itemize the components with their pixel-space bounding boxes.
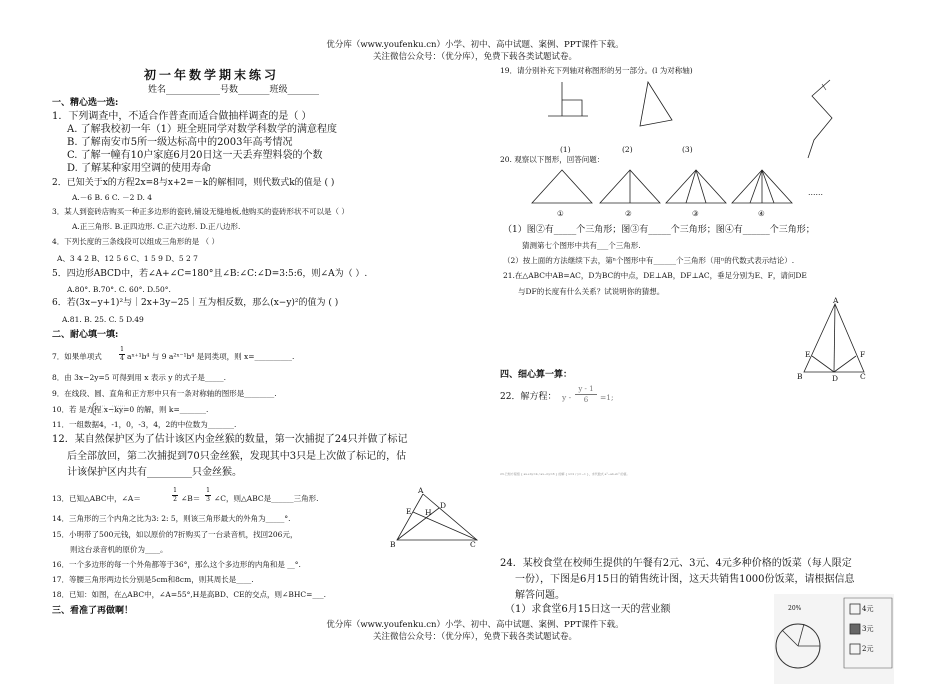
q15-line-2: 则这台录音机的原价为____。 bbox=[70, 545, 168, 554]
q10-stem: 10．若 是方程 x−ky=0 的解，则 k=_______. bbox=[52, 405, 209, 414]
q15-line-1: 15．小明带了500元钱，如以原价的7折购买了一台录音机，找回206元， bbox=[52, 530, 298, 539]
q19-figure-1 bbox=[548, 82, 588, 122]
student-info-line: 姓名____________号数_______班级_______ bbox=[148, 85, 320, 95]
q24-chart-label-2: 2元 bbox=[862, 645, 874, 653]
q13-fraction-1-num: 1 bbox=[173, 487, 177, 494]
q20-label-2: ② bbox=[625, 209, 632, 218]
q22-part-b: =1; bbox=[600, 393, 614, 402]
q18-label-d: D bbox=[440, 501, 447, 510]
header-line-1: 优分库（www.youfenku.cn）小学、初中、高中试题、案例、PPT课件下载。 bbox=[326, 40, 624, 50]
q20-figures bbox=[530, 165, 790, 207]
q13-part-b: ∠B＝ bbox=[181, 494, 201, 503]
q24-line-3: 解答问题。 bbox=[515, 590, 565, 601]
q11-stem: 11．一组数据4，-1，0，-3，4，2的中位数为_______. bbox=[52, 420, 237, 429]
q20-ellipsis: …… bbox=[808, 188, 823, 197]
q18-label-b: B bbox=[390, 540, 396, 549]
q9-stem: 9．在线段、圆、直角和正方形中只有一条对称轴的图形是________. bbox=[52, 389, 277, 398]
q3-stem: 3．某人到瓷砖店购买一种正多边形的瓷砖,铺设无缝地板,他购买的瓷砖形状不可以是（ ） bbox=[52, 207, 349, 216]
q24-chart-percent: 20% bbox=[788, 605, 802, 612]
q21-line-2: 与DF的长度有什么关系？试说明你的猜想。 bbox=[518, 287, 665, 296]
q1-option-d: D. 了解某种家用空调的使用寿命 bbox=[67, 163, 212, 174]
q12-line-1: 12．某自然保护区为了估计该区内金丝猴的数量，第一次捕捉了24只并做了标记 bbox=[52, 434, 408, 445]
section-2-heading: 二、耐心填一填: bbox=[52, 330, 119, 340]
q6-options: A.81. B. 25. C. 5 D.49 bbox=[62, 315, 144, 324]
q18-label-e: E bbox=[406, 507, 412, 516]
q24-line-1: 24．某校食堂在校师生提供的午餐有2元、3元、4元多种价格的饭菜（每人限定 bbox=[500, 558, 852, 569]
q20-label-1: ① bbox=[557, 209, 564, 218]
q8-stem: 8．由 3x−2y=5 可得到用 x 表示 y 的式子是_____. bbox=[52, 373, 227, 382]
q4-stem: 4．下列长度的三条线段可以组成三角形的是 （ ） bbox=[52, 237, 220, 246]
q18-label-c: C bbox=[470, 540, 476, 549]
footer-line-1: 优分库（www.youfenku.cn）小学、初中、高中试题、案例、PPT课件下载。 bbox=[326, 620, 624, 630]
q6-stem: 6．若(3x−y+1)²与｜2x+3y−25｜互为相反数，那么(x−y)²的值为 ( ) bbox=[52, 298, 339, 308]
q22-fraction-denominator: 6 bbox=[583, 396, 589, 404]
q24-chart-label-3: 3元 bbox=[862, 625, 874, 633]
page-title: 初一年数学期末练习 bbox=[144, 68, 280, 82]
q20-label-3: ③ bbox=[692, 209, 699, 218]
q21-label-a: A bbox=[833, 296, 839, 305]
q19-label-3: (3) bbox=[682, 145, 693, 154]
q2-options: A.－6 B. 6 C. －2 D. 4 bbox=[72, 193, 153, 202]
q22-part-a: 22．解方程： bbox=[500, 392, 557, 402]
q13-part-a: 13．已知△ABC中，∠A＝ bbox=[52, 494, 141, 503]
q18-stem: 18．已知：如图，在△ABC中，∠A=55°,H是高BD、CE的交点，则∠BHC=___. bbox=[52, 590, 327, 599]
q3-options: A.正三角形. B.正四边形. C.正六边形. D.正八边形. bbox=[72, 222, 241, 231]
q20-label-4: ④ bbox=[758, 209, 765, 218]
q7-part-b: aˣ⁺¹b⁴ 与 9 a²ˣ⁻¹b⁴ 是同类项，则 x=__________. bbox=[127, 352, 295, 361]
q13-part-c: ∠C，则△ABC是______三角形. bbox=[214, 494, 319, 503]
q5-options: A.80°. B.70°. C. 60°. D.50°. bbox=[67, 285, 171, 294]
q4-options: A、3 4 2 B、12 5 6 C、1 5 9 D、5 2 7 bbox=[57, 254, 198, 263]
q24-chart-label-4: 4元 bbox=[862, 605, 874, 613]
q12-line-2: 后全部放回，第二次捕捉到70只金丝猴，发现其中3只是上次做了标记的，估 bbox=[67, 451, 407, 462]
q20-part-2: （2）按上面的方法继续下去，第ⁿ个图形中有______个三角形（用ⁿ的代数式表示结论）. bbox=[503, 256, 795, 265]
q13-fraction-2-den: 3 bbox=[206, 496, 210, 503]
q7-fraction-numerator: 1 bbox=[120, 346, 124, 353]
q23-faint-text: 23.已知方程组 { ax+by=4 / ax−by=8 } 的解 { x=2 / y=−1 }，求代数式 a²−ab+b² 的值。 bbox=[500, 472, 630, 476]
footer-line-2: 关注微信公众号：（优分库），免费下载各类试题试卷。 bbox=[372, 632, 577, 642]
q22-expression: y - bbox=[562, 393, 572, 402]
header-line-2: 关注微信公众号：（优分库），免费下载各类试题试卷。 bbox=[372, 52, 577, 62]
q24-part-1: （1）求食堂6月15日这一天的营业额 bbox=[505, 604, 671, 615]
section-4-heading: 四、细心算一算： bbox=[500, 370, 573, 380]
q13-fraction-1-den: 2 bbox=[173, 496, 177, 503]
q21-triangle-figure bbox=[800, 302, 866, 378]
q22-fraction-numerator: y - 1 bbox=[575, 384, 597, 395]
q22-fraction bbox=[575, 384, 597, 405]
q21-label-d: D bbox=[832, 374, 839, 383]
q18-label-a: A bbox=[418, 486, 424, 495]
section-1-heading: 一、精心选一选: bbox=[52, 98, 119, 108]
q5-stem: 5．四边形ABCD中，若∠A+∠C=180°且∠B:∠C:∠D=3:5:6，则∠A为（ ）. bbox=[52, 269, 368, 279]
q13-fraction-1 bbox=[172, 487, 178, 504]
q1-option-a: A. 了解我校初一年（1）班全班同学对数学科数学的满意程度 bbox=[67, 124, 337, 135]
q13-fraction-2-num: 1 bbox=[206, 487, 210, 494]
q7-fraction bbox=[119, 346, 125, 363]
q7-part-a: 7．如果单项式 bbox=[52, 352, 102, 361]
q14-stem: 14．三角形的三个内角之比为3: 2: 5，则该三角形最大的外角为_____°. bbox=[52, 514, 291, 523]
q2-stem: 2．已知关于x的方程2x=8与x+2=－k的解相同，则代数式k的值是 ( ) bbox=[52, 178, 335, 188]
q21-label-c: C bbox=[860, 372, 866, 381]
q7-fraction-denominator: 4 bbox=[120, 355, 124, 362]
q19-figure-2 bbox=[638, 80, 678, 130]
q1-stem: 1．下列调查中，不适合作普查而适合做抽样调查的是（ ） bbox=[52, 111, 312, 122]
q19-label-2: (2) bbox=[622, 145, 633, 154]
q19-stem: 19．请分别补充下列轴对称图形的另一部分。(l 为对称轴) bbox=[500, 66, 693, 75]
q18-label-h: H bbox=[425, 508, 432, 517]
q16-stem: 16．一个多边形的每一个外角都等于36°，那么这个多边形的内角和是 __°. bbox=[52, 560, 301, 569]
q20-part-1-line-2: 猜测第七个图形中共有___个三角形. bbox=[522, 241, 641, 250]
q19-figure-3 bbox=[800, 78, 840, 158]
q18-triangle-figure bbox=[395, 488, 485, 548]
q12-line-3: 计该保护区内共有_________只金丝猴。 bbox=[67, 467, 242, 478]
q19-label-1: (1) bbox=[560, 145, 571, 154]
q17-stem: 17．等腰三角形两边长分别是5cm和8cm，则其周长是____. bbox=[52, 575, 254, 584]
q21-label-e: E bbox=[805, 350, 811, 359]
q13-fraction-2 bbox=[205, 487, 211, 504]
q24-line-2: 一份），下图是6月15日的销售统计图，这天共销售1000份饭菜，请根据信息 bbox=[515, 574, 855, 585]
section-3-heading: 三、看准了再做啊！ bbox=[52, 606, 134, 616]
q20-stem: 20. 观察以下图形，回答问题： bbox=[500, 155, 605, 164]
q21-label-b: B bbox=[797, 372, 803, 381]
q1-option-b: B. 了解南安市5所一级达标高中的2003年高考情况 bbox=[67, 137, 293, 148]
q1-option-c: C. 了解一幢有10户家庭6月20日这一天丢弃塑料袋的个数 bbox=[67, 150, 323, 161]
q21-label-f: F bbox=[860, 350, 866, 359]
q21-line-1: 21.在△ABC中AB=AC，D为BC的中点，DE⊥AB，DF⊥AC，垂足分别为E、F，请问DE bbox=[503, 271, 807, 280]
q20-part-1-line-1: （1）图②有_____个三角形；图③有_____个三角形；图④有______个三角形； bbox=[503, 225, 815, 235]
q10-system-bracket bbox=[92, 402, 132, 416]
